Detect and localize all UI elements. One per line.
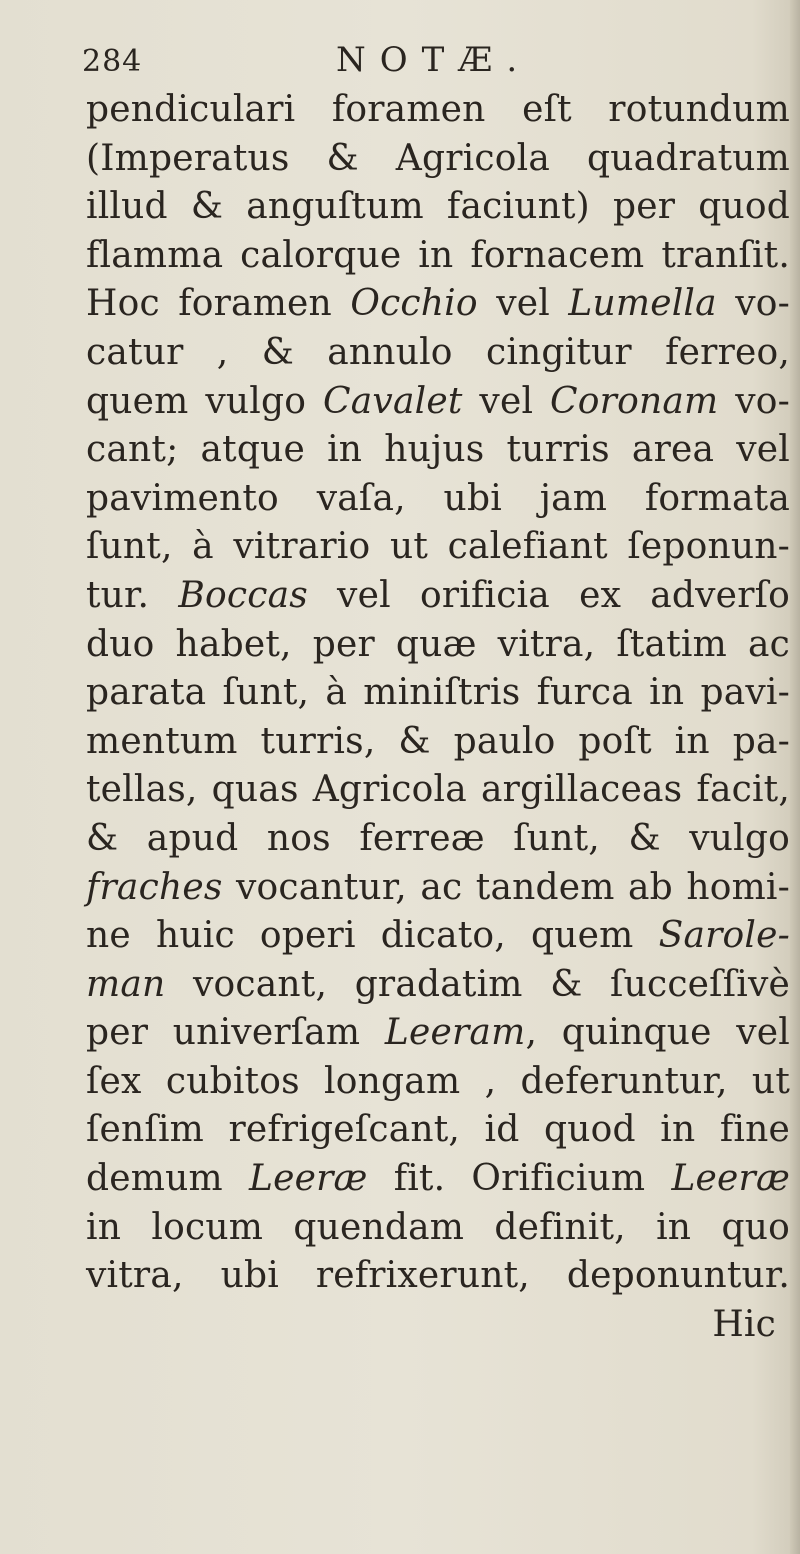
text-line xyxy=(86,1009,790,1058)
text-segment: flamma calorque in fornacem tranſit. xyxy=(86,234,790,276)
text-segment: duo habet, per quæ vitra, ſtatim ac xyxy=(86,623,790,665)
text-segment: & apud nos ferreæ ſunt, & vulgo xyxy=(86,817,790,859)
page-header xyxy=(0,30,800,90)
text-line xyxy=(86,135,790,184)
italic-segment: Occhio xyxy=(350,283,478,325)
italic-segment: man xyxy=(86,963,166,1005)
text-segment: vel xyxy=(462,380,551,422)
text-segment: catur , & annulo cingitur ferreo, xyxy=(86,331,790,373)
catchword: Hic xyxy=(712,1303,776,1345)
text-segment: vo- xyxy=(718,380,791,422)
text-segment: demum xyxy=(86,1158,249,1200)
text-line xyxy=(86,621,790,670)
text-segment: cant; atque in hujus turris area vel xyxy=(86,429,790,471)
text-segment: ne huic operi dicato, quem xyxy=(86,915,659,957)
text-line xyxy=(86,1106,790,1155)
running-head: NOTÆ. xyxy=(336,40,532,80)
text-line xyxy=(86,378,790,427)
text-line xyxy=(86,86,790,135)
text-segment: illud & anguſtum faciunt) per quod xyxy=(86,186,790,228)
text-segment: fit. Orificium xyxy=(367,1158,672,1200)
text-line xyxy=(86,1155,790,1204)
text-segment: ſex cubitos longam , deferuntur, ut xyxy=(86,1060,790,1102)
italic-segment: fraches xyxy=(86,866,223,908)
italic-segment: Leeræ xyxy=(671,1158,790,1200)
text-line xyxy=(86,426,790,475)
text-segment: tur. xyxy=(86,574,179,616)
text-segment: ſunt, à vitrario ut calefiant ſeponun- xyxy=(86,526,790,568)
text-line xyxy=(86,1058,790,1107)
text-line xyxy=(86,1204,790,1253)
text-segment: vel xyxy=(477,283,569,325)
text-segment: ſenſim refrigeſcant, id quod in fine xyxy=(86,1109,790,1151)
text-segment: tellas, quas Agricola argillaceas facit, xyxy=(86,769,790,811)
text-segment: (Imperatus & Agricola quadratum xyxy=(86,137,790,179)
page-number: 284 xyxy=(82,44,143,79)
text-line xyxy=(86,329,790,378)
text-segment: vo- xyxy=(716,283,791,325)
italic-segment: Sarole- xyxy=(658,915,790,957)
text-segment: Hoc foramen xyxy=(86,283,351,325)
text-line xyxy=(86,232,790,281)
text-segment: vocant, gradatim & ſucceſſivè xyxy=(165,963,790,1005)
catchword-line xyxy=(86,1301,790,1350)
italic-segment: Leeram xyxy=(384,1012,526,1054)
text-line xyxy=(86,912,790,961)
text-line xyxy=(86,864,790,913)
text-segment: , quinque vel xyxy=(525,1012,790,1054)
text-segment: parata ſunt, à miniſtris furca in pavi- xyxy=(86,672,790,714)
text-segment: pendiculari foramen eſt rotundum xyxy=(86,89,790,130)
italic-segment: Cavalet xyxy=(323,380,463,422)
text-line xyxy=(86,766,790,815)
text-line xyxy=(86,961,790,1010)
body-text xyxy=(86,86,790,1349)
text-line xyxy=(86,183,790,232)
italic-segment: Coronam xyxy=(550,380,719,422)
text-line xyxy=(86,280,790,329)
page-edge xyxy=(790,0,800,1554)
text-line xyxy=(86,718,790,767)
italic-segment: Lumella xyxy=(568,283,717,325)
text-segment: mentum turris, & paulo poſt in pa- xyxy=(86,720,790,762)
text-segment: vocantur, ac tandem ab homi- xyxy=(222,866,790,908)
text-line xyxy=(86,475,790,524)
text-line xyxy=(86,815,790,864)
text-segment: per univerſam xyxy=(86,1012,385,1054)
italic-segment: Boccas xyxy=(178,574,308,616)
text-segment: pavimento vaſa, ubi jam formata xyxy=(86,477,790,519)
text-segment: vitra, ubi refrixerunt, deponuntur. xyxy=(86,1255,790,1297)
text-segment: vel orificia ex adverſo xyxy=(307,574,790,616)
text-segment: in locum quendam definit, in quo xyxy=(86,1206,790,1248)
text-line xyxy=(86,669,790,718)
text-line xyxy=(86,572,790,621)
text-segment: quem vulgo xyxy=(86,380,324,422)
italic-segment: Leeræ xyxy=(248,1158,368,1200)
text-line xyxy=(86,1252,790,1301)
text-line xyxy=(86,523,790,572)
